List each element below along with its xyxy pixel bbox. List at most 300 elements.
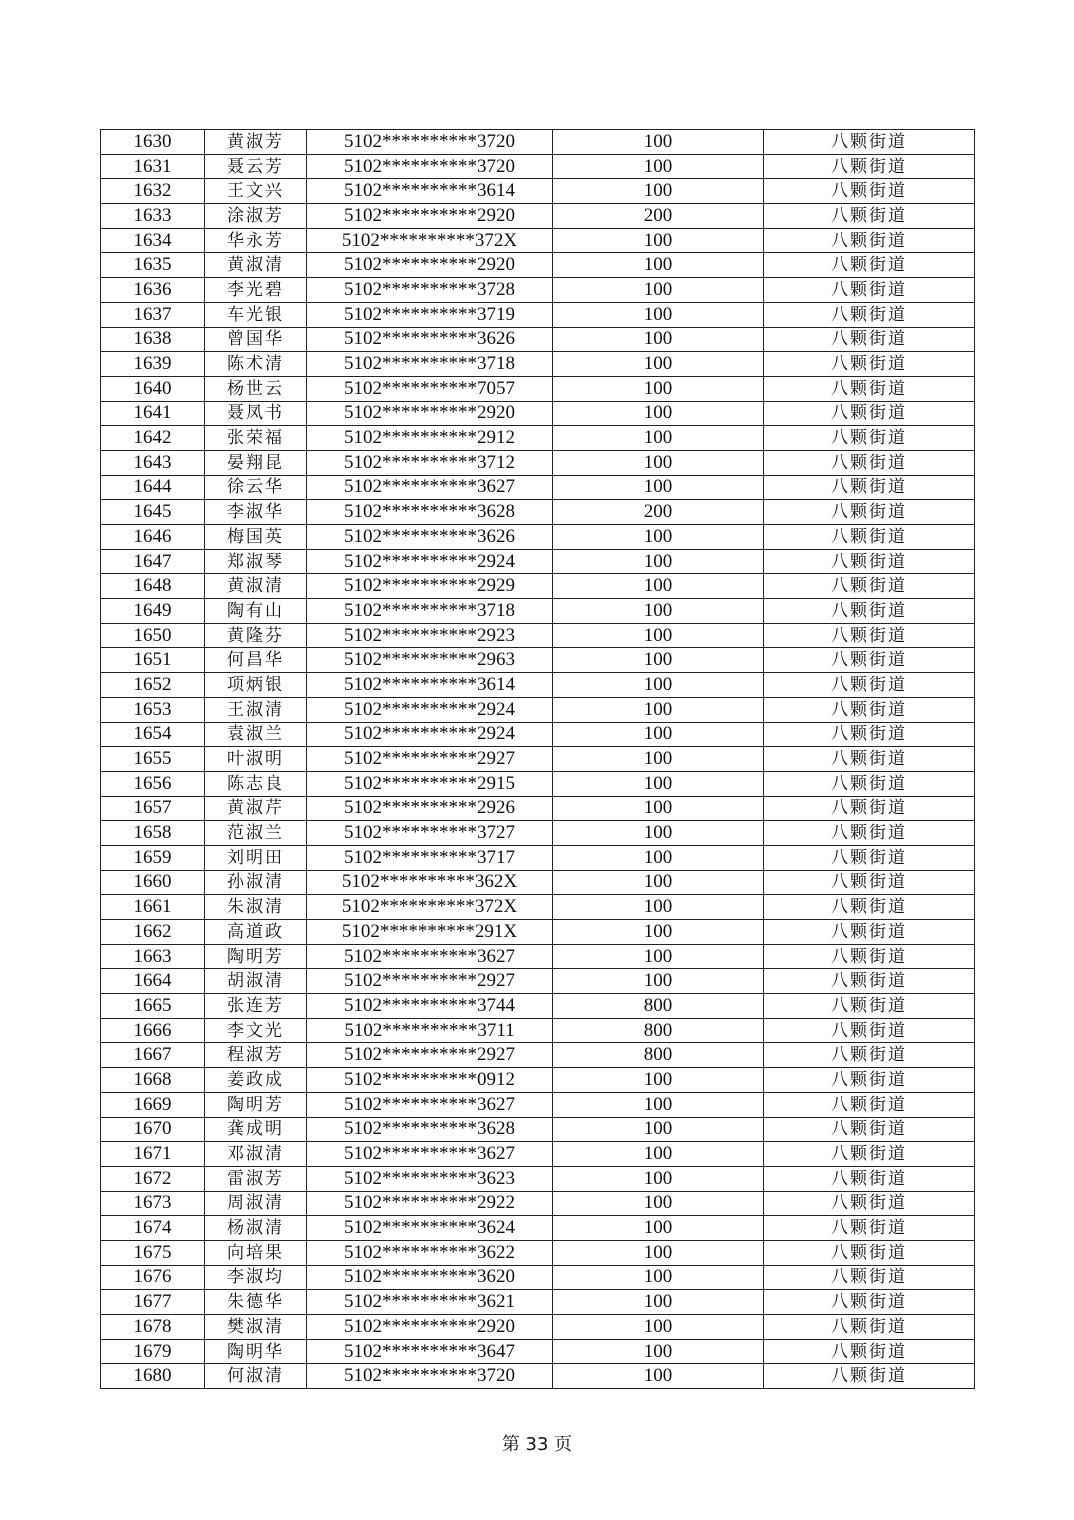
name-cell: 黄淑清	[205, 574, 307, 599]
row-number-cell: 1677	[101, 1290, 205, 1315]
row-number-cell: 1654	[101, 722, 205, 747]
street-cell: 八颗街道	[764, 549, 975, 574]
street-cell: 八颗街道	[764, 500, 975, 525]
table-row	[101, 500, 975, 525]
amount-cell: 100	[553, 450, 764, 475]
street-cell: 八颗街道	[764, 920, 975, 945]
id-number-cell: 5102**********2927	[307, 1043, 553, 1068]
id-number-cell: 5102**********3626	[307, 525, 553, 550]
row-number-cell: 1675	[101, 1240, 205, 1265]
amount-cell: 100	[553, 722, 764, 747]
id-number-cell: 5102**********2920	[307, 1315, 553, 1340]
street-cell: 八颗街道	[764, 1290, 975, 1315]
street-cell: 八颗街道	[764, 599, 975, 624]
street-cell: 八颗街道	[764, 1043, 975, 1068]
id-number-cell: 5102**********372X	[307, 895, 553, 920]
amount-cell: 100	[553, 870, 764, 895]
id-number-cell: 5102**********3628	[307, 1117, 553, 1142]
id-number-cell: 5102**********2920	[307, 401, 553, 426]
name-cell: 黄淑清	[205, 253, 307, 278]
name-cell: 车光银	[205, 302, 307, 327]
table-row	[101, 1068, 975, 1093]
id-number-cell: 5102**********362X	[307, 870, 553, 895]
amount-cell: 100	[553, 130, 764, 155]
amount-cell: 100	[553, 1191, 764, 1216]
street-cell: 八颗街道	[764, 426, 975, 451]
row-number-cell: 1634	[101, 228, 205, 253]
amount-cell: 100	[553, 475, 764, 500]
table-row	[101, 673, 975, 698]
name-cell: 曾国华	[205, 327, 307, 352]
row-number-cell: 1670	[101, 1117, 205, 1142]
row-number-cell: 1671	[101, 1142, 205, 1167]
amount-cell: 100	[553, 179, 764, 204]
table-row	[101, 1290, 975, 1315]
name-cell: 华永芳	[205, 228, 307, 253]
name-cell: 项炳银	[205, 673, 307, 698]
table-row	[101, 327, 975, 352]
row-number-cell: 1658	[101, 821, 205, 846]
amount-cell: 100	[553, 549, 764, 574]
amount-cell: 100	[553, 401, 764, 426]
name-cell: 郑淑琴	[205, 549, 307, 574]
name-cell: 张连芳	[205, 994, 307, 1019]
row-number-cell: 1667	[101, 1043, 205, 1068]
name-cell: 黄淑芹	[205, 796, 307, 821]
id-number-cell: 5102**********2920	[307, 253, 553, 278]
row-number-cell: 1636	[101, 278, 205, 303]
table-row	[101, 228, 975, 253]
name-cell: 张荣福	[205, 426, 307, 451]
row-number-cell: 1676	[101, 1265, 205, 1290]
table-row	[101, 1092, 975, 1117]
id-number-cell: 5102**********3727	[307, 821, 553, 846]
id-number-cell: 5102**********3728	[307, 278, 553, 303]
table-row	[101, 623, 975, 648]
table-row	[101, 920, 975, 945]
row-number-cell: 1669	[101, 1092, 205, 1117]
amount-cell: 100	[553, 1117, 764, 1142]
amount-cell: 100	[553, 920, 764, 945]
row-number-cell: 1661	[101, 895, 205, 920]
id-number-cell: 5102**********3614	[307, 673, 553, 698]
amount-cell: 100	[553, 1364, 764, 1389]
table-row	[101, 969, 975, 994]
name-cell: 杨淑清	[205, 1216, 307, 1241]
table-row	[101, 376, 975, 401]
street-cell: 八颗街道	[764, 821, 975, 846]
row-number-cell: 1640	[101, 376, 205, 401]
row-number-cell: 1633	[101, 204, 205, 229]
amount-cell: 100	[553, 895, 764, 920]
table-row	[101, 821, 975, 846]
amount-cell: 100	[553, 821, 764, 846]
table-row	[101, 401, 975, 426]
street-cell: 八颗街道	[764, 1265, 975, 1290]
street-cell: 八颗街道	[764, 1315, 975, 1340]
id-number-cell: 5102**********3744	[307, 994, 553, 1019]
street-cell: 八颗街道	[764, 130, 975, 155]
street-cell: 八颗街道	[764, 1142, 975, 1167]
amount-cell: 100	[553, 376, 764, 401]
table-row	[101, 895, 975, 920]
id-number-cell: 5102**********3720	[307, 154, 553, 179]
street-cell: 八颗街道	[764, 648, 975, 673]
table-row	[101, 845, 975, 870]
amount-cell: 100	[553, 599, 764, 624]
name-cell: 高道政	[205, 920, 307, 945]
id-number-cell: 5102**********2920	[307, 204, 553, 229]
row-number-cell: 1631	[101, 154, 205, 179]
row-number-cell: 1641	[101, 401, 205, 426]
street-cell: 八颗街道	[764, 401, 975, 426]
name-cell: 向培果	[205, 1240, 307, 1265]
amount-cell: 100	[553, 623, 764, 648]
id-number-cell: 5102**********3711	[307, 1018, 553, 1043]
amount-cell: 100	[553, 747, 764, 772]
name-cell: 周淑清	[205, 1191, 307, 1216]
street-cell: 八颗街道	[764, 1191, 975, 1216]
row-number-cell: 1659	[101, 845, 205, 870]
table-row	[101, 771, 975, 796]
amount-cell: 100	[553, 228, 764, 253]
name-cell: 陈术清	[205, 352, 307, 377]
table-row	[101, 1265, 975, 1290]
street-cell: 八颗街道	[764, 179, 975, 204]
row-number-cell: 1653	[101, 697, 205, 722]
name-cell: 杨世云	[205, 376, 307, 401]
street-cell: 八颗街道	[764, 376, 975, 401]
row-number-cell: 1665	[101, 994, 205, 1019]
table-row	[101, 426, 975, 451]
amount-cell: 100	[553, 1068, 764, 1093]
table-row	[101, 944, 975, 969]
amount-cell: 200	[553, 204, 764, 229]
row-number-cell: 1645	[101, 500, 205, 525]
street-cell: 八颗街道	[764, 327, 975, 352]
amount-cell: 100	[553, 1240, 764, 1265]
name-cell: 何昌华	[205, 648, 307, 673]
row-number-cell: 1679	[101, 1339, 205, 1364]
amount-cell: 100	[553, 1092, 764, 1117]
row-number-cell: 1651	[101, 648, 205, 673]
row-number-cell: 1673	[101, 1191, 205, 1216]
id-number-cell: 5102**********2927	[307, 969, 553, 994]
id-number-cell: 5102**********3718	[307, 352, 553, 377]
row-number-cell: 1650	[101, 623, 205, 648]
row-number-cell: 1635	[101, 253, 205, 278]
id-number-cell: 5102**********3620	[307, 1265, 553, 1290]
street-cell: 八颗街道	[764, 352, 975, 377]
street-cell: 八颗街道	[764, 722, 975, 747]
name-cell: 李淑均	[205, 1265, 307, 1290]
amount-cell: 100	[553, 253, 764, 278]
row-number-cell: 1656	[101, 771, 205, 796]
street-cell: 八颗街道	[764, 870, 975, 895]
street-cell: 八颗街道	[764, 1117, 975, 1142]
id-number-cell: 5102**********2924	[307, 722, 553, 747]
name-cell: 陶明芳	[205, 1092, 307, 1117]
name-cell: 王淑清	[205, 697, 307, 722]
row-number-cell: 1657	[101, 796, 205, 821]
subsidy-table	[100, 129, 975, 1389]
table-row	[101, 1339, 975, 1364]
amount-cell: 100	[553, 574, 764, 599]
id-number-cell: 5102**********3720	[307, 1364, 553, 1389]
table-row	[101, 796, 975, 821]
name-cell: 黄隆芬	[205, 623, 307, 648]
amount-cell: 100	[553, 944, 764, 969]
name-cell: 陶明华	[205, 1339, 307, 1364]
row-number-cell: 1644	[101, 475, 205, 500]
street-cell: 八颗街道	[764, 796, 975, 821]
name-cell: 何淑清	[205, 1364, 307, 1389]
row-number-cell: 1663	[101, 944, 205, 969]
amount-cell: 100	[553, 648, 764, 673]
name-cell: 姜政成	[205, 1068, 307, 1093]
table-row	[101, 475, 975, 500]
row-number-cell: 1668	[101, 1068, 205, 1093]
table-row	[101, 870, 975, 895]
name-cell: 黄淑芳	[205, 130, 307, 155]
amount-cell: 100	[553, 426, 764, 451]
name-cell: 刘明田	[205, 845, 307, 870]
row-number-cell: 1648	[101, 574, 205, 599]
amount-cell: 100	[553, 154, 764, 179]
street-cell: 八颗街道	[764, 450, 975, 475]
id-number-cell: 5102**********3624	[307, 1216, 553, 1241]
id-number-cell: 5102**********2929	[307, 574, 553, 599]
table-row	[101, 549, 975, 574]
row-number-cell: 1643	[101, 450, 205, 475]
row-number-cell: 1678	[101, 1315, 205, 1340]
amount-cell: 100	[553, 278, 764, 303]
street-cell: 八颗街道	[764, 944, 975, 969]
street-cell: 八颗街道	[764, 697, 975, 722]
table-row	[101, 574, 975, 599]
row-number-cell: 1630	[101, 130, 205, 155]
id-number-cell: 5102**********2963	[307, 648, 553, 673]
amount-cell: 100	[553, 697, 764, 722]
row-number-cell: 1672	[101, 1166, 205, 1191]
street-cell: 八颗街道	[764, 1339, 975, 1364]
table-row	[101, 204, 975, 229]
table-row	[101, 697, 975, 722]
id-number-cell: 5102**********2923	[307, 623, 553, 648]
name-cell: 叶淑明	[205, 747, 307, 772]
street-cell: 八颗街道	[764, 204, 975, 229]
row-number-cell: 1680	[101, 1364, 205, 1389]
id-number-cell: 5102**********3626	[307, 327, 553, 352]
row-number-cell: 1655	[101, 747, 205, 772]
table-row	[101, 1216, 975, 1241]
table-row	[101, 1142, 975, 1167]
name-cell: 聂凤书	[205, 401, 307, 426]
amount-cell: 100	[553, 1166, 764, 1191]
row-number-cell: 1674	[101, 1216, 205, 1241]
name-cell: 陶明芳	[205, 944, 307, 969]
id-number-cell: 5102**********3720	[307, 130, 553, 155]
table-row	[101, 1191, 975, 1216]
amount-cell: 200	[553, 500, 764, 525]
amount-cell: 800	[553, 994, 764, 1019]
id-number-cell: 5102**********3627	[307, 475, 553, 500]
street-cell: 八颗街道	[764, 1092, 975, 1117]
amount-cell: 800	[553, 1043, 764, 1068]
amount-cell: 100	[553, 1142, 764, 1167]
street-cell: 八颗街道	[764, 475, 975, 500]
name-cell: 孙淑清	[205, 870, 307, 895]
name-cell: 范淑兰	[205, 821, 307, 846]
table-row	[101, 1018, 975, 1043]
name-cell: 朱德华	[205, 1290, 307, 1315]
id-number-cell: 5102**********3627	[307, 1142, 553, 1167]
row-number-cell: 1646	[101, 525, 205, 550]
street-cell: 八颗街道	[764, 1364, 975, 1389]
id-number-cell: 5102**********7057	[307, 376, 553, 401]
amount-cell: 100	[553, 302, 764, 327]
table-row	[101, 450, 975, 475]
name-cell: 李淑华	[205, 500, 307, 525]
amount-cell: 100	[553, 1290, 764, 1315]
id-number-cell: 5102**********3647	[307, 1339, 553, 1364]
table-row	[101, 1166, 975, 1191]
id-number-cell: 5102**********2927	[307, 747, 553, 772]
street-cell: 八颗街道	[764, 154, 975, 179]
table-row	[101, 1240, 975, 1265]
id-number-cell: 5102**********372X	[307, 228, 553, 253]
row-number-cell: 1637	[101, 302, 205, 327]
amount-cell: 100	[553, 525, 764, 550]
row-number-cell: 1642	[101, 426, 205, 451]
street-cell: 八颗街道	[764, 1166, 975, 1191]
street-cell: 八颗街道	[764, 895, 975, 920]
table-row	[101, 1364, 975, 1389]
street-cell: 八颗街道	[764, 574, 975, 599]
street-cell: 八颗街道	[764, 1018, 975, 1043]
name-cell: 樊淑清	[205, 1315, 307, 1340]
amount-cell: 100	[553, 969, 764, 994]
table-row	[101, 1043, 975, 1068]
row-number-cell: 1666	[101, 1018, 205, 1043]
row-number-cell: 1652	[101, 673, 205, 698]
name-cell: 梅国英	[205, 525, 307, 550]
row-number-cell: 1662	[101, 920, 205, 945]
street-cell: 八颗街道	[764, 228, 975, 253]
id-number-cell: 5102**********3614	[307, 179, 553, 204]
name-cell: 晏翔昆	[205, 450, 307, 475]
table-row	[101, 1315, 975, 1340]
street-cell: 八颗街道	[764, 1240, 975, 1265]
id-number-cell: 5102**********3717	[307, 845, 553, 870]
street-cell: 八颗街道	[764, 278, 975, 303]
table-row	[101, 278, 975, 303]
amount-cell: 100	[553, 1315, 764, 1340]
name-cell: 李光碧	[205, 278, 307, 303]
amount-cell: 800	[553, 1018, 764, 1043]
id-number-cell: 5102**********2915	[307, 771, 553, 796]
name-cell: 徐云华	[205, 475, 307, 500]
table-row	[101, 253, 975, 278]
id-number-cell: 5102**********2912	[307, 426, 553, 451]
street-cell: 八颗街道	[764, 302, 975, 327]
name-cell: 雷淑芳	[205, 1166, 307, 1191]
name-cell: 王文兴	[205, 179, 307, 204]
row-number-cell: 1660	[101, 870, 205, 895]
name-cell: 聂云芳	[205, 154, 307, 179]
table-row	[101, 352, 975, 377]
id-number-cell: 5102**********3623	[307, 1166, 553, 1191]
id-number-cell: 5102**********2924	[307, 549, 553, 574]
table-row	[101, 1117, 975, 1142]
table-row	[101, 722, 975, 747]
table-row	[101, 525, 975, 550]
name-cell: 程淑芳	[205, 1043, 307, 1068]
row-number-cell: 1639	[101, 352, 205, 377]
id-number-cell: 5102**********3621	[307, 1290, 553, 1315]
street-cell: 八颗街道	[764, 845, 975, 870]
table-row	[101, 179, 975, 204]
row-number-cell: 1632	[101, 179, 205, 204]
name-cell: 李文光	[205, 1018, 307, 1043]
id-number-cell: 5102**********3622	[307, 1240, 553, 1265]
id-number-cell: 5102**********2926	[307, 796, 553, 821]
id-number-cell: 5102**********0912	[307, 1068, 553, 1093]
table-row	[101, 154, 975, 179]
row-number-cell: 1649	[101, 599, 205, 624]
table-body	[101, 130, 975, 1389]
amount-cell: 100	[553, 1339, 764, 1364]
street-cell: 八颗街道	[764, 1068, 975, 1093]
street-cell: 八颗街道	[764, 747, 975, 772]
id-number-cell: 5102**********291X	[307, 920, 553, 945]
id-number-cell: 5102**********3719	[307, 302, 553, 327]
street-cell: 八颗街道	[764, 969, 975, 994]
name-cell: 陈志良	[205, 771, 307, 796]
table-row	[101, 302, 975, 327]
id-number-cell: 5102**********3627	[307, 1092, 553, 1117]
name-cell: 邓淑清	[205, 1142, 307, 1167]
name-cell: 朱淑清	[205, 895, 307, 920]
amount-cell: 100	[553, 327, 764, 352]
street-cell: 八颗街道	[764, 253, 975, 278]
street-cell: 八颗街道	[764, 994, 975, 1019]
amount-cell: 100	[553, 673, 764, 698]
id-number-cell: 5102**********3718	[307, 599, 553, 624]
id-number-cell: 5102**********3628	[307, 500, 553, 525]
row-number-cell: 1664	[101, 969, 205, 994]
name-cell: 胡淑清	[205, 969, 307, 994]
id-number-cell: 5102**********2924	[307, 697, 553, 722]
table-row	[101, 648, 975, 673]
id-number-cell: 5102**********2922	[307, 1191, 553, 1216]
id-number-cell: 5102**********3712	[307, 450, 553, 475]
amount-cell: 100	[553, 352, 764, 377]
table-row	[101, 130, 975, 155]
street-cell: 八颗街道	[764, 771, 975, 796]
name-cell: 袁淑兰	[205, 722, 307, 747]
amount-cell: 100	[553, 771, 764, 796]
street-cell: 八颗街道	[764, 673, 975, 698]
table-row	[101, 747, 975, 772]
street-cell: 八颗街道	[764, 1216, 975, 1241]
table-row	[101, 994, 975, 1019]
name-cell: 陶有山	[205, 599, 307, 624]
amount-cell: 100	[553, 845, 764, 870]
name-cell: 龚成明	[205, 1117, 307, 1142]
row-number-cell: 1638	[101, 327, 205, 352]
street-cell: 八颗街道	[764, 525, 975, 550]
